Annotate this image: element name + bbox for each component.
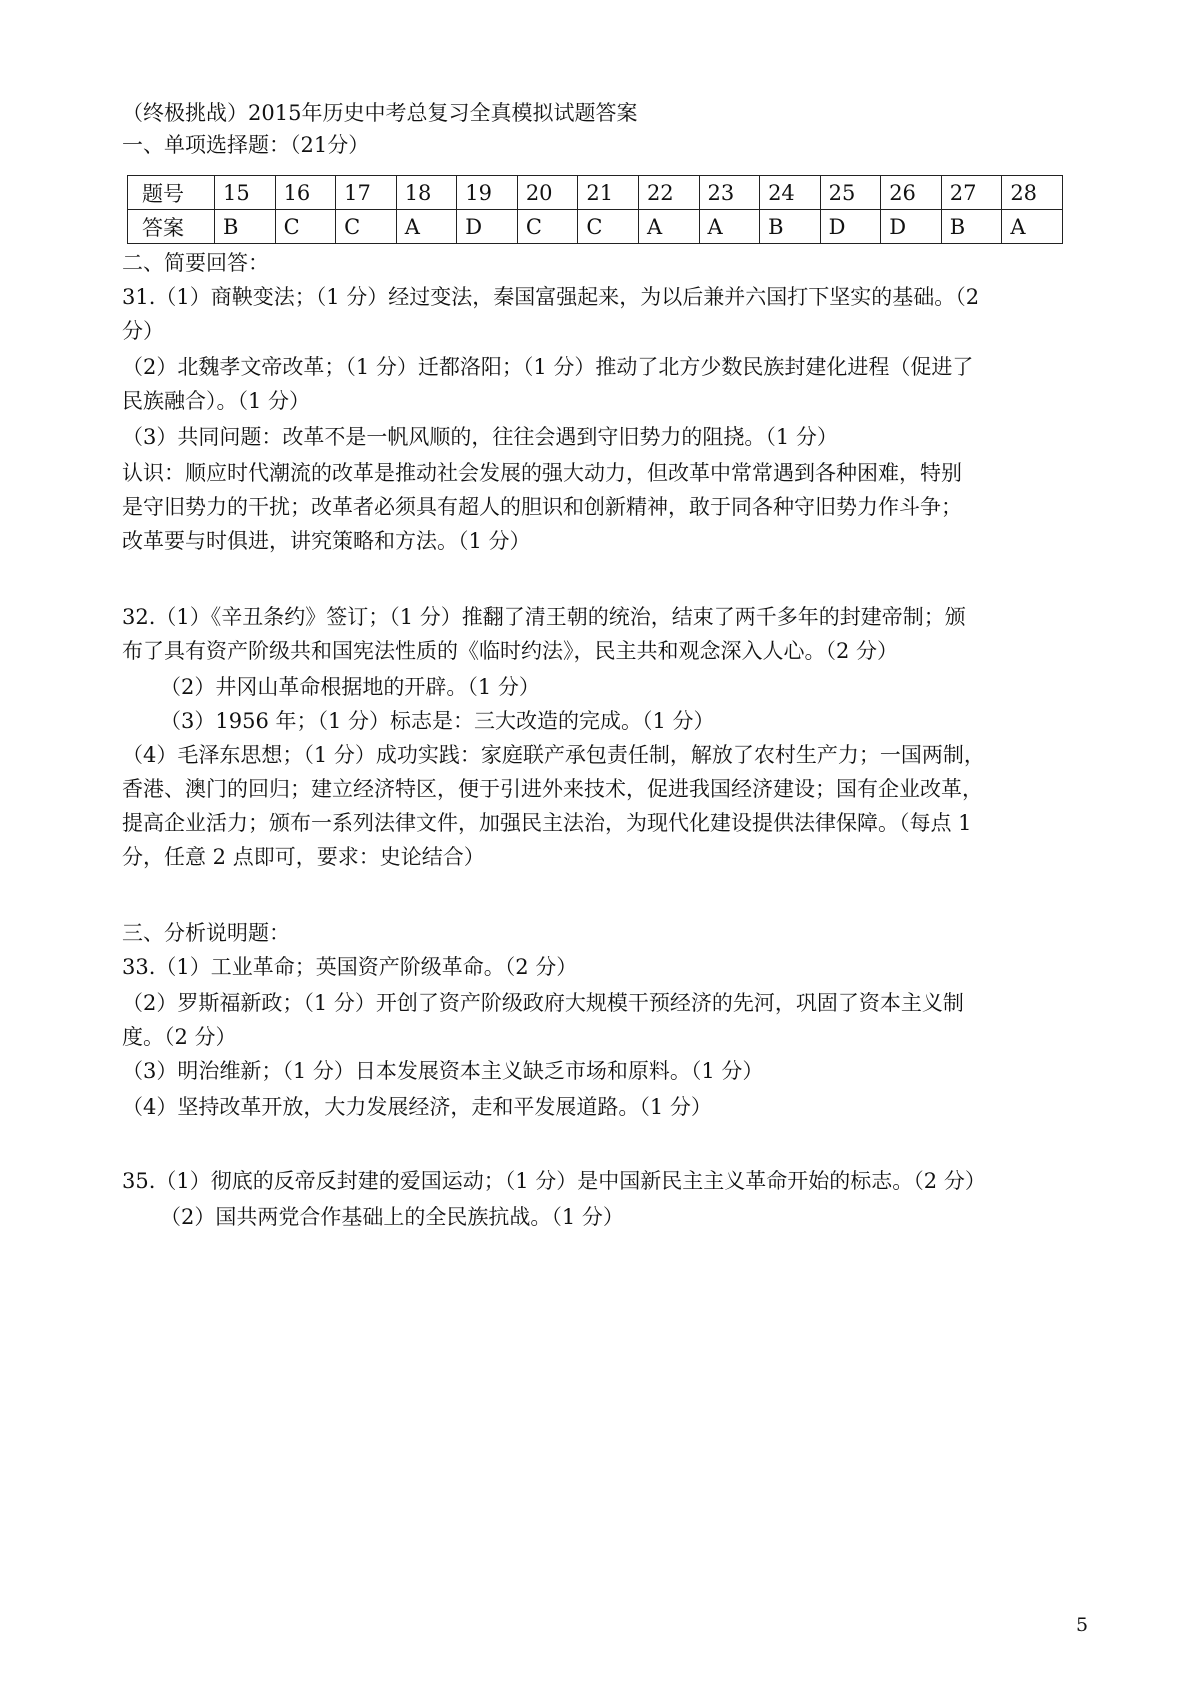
table-cell: B (760, 210, 821, 244)
text-line: （4）坚持改革开放，大力发展经济，走和平发展道路。（1 分） (122, 1095, 712, 1119)
table-cell: 27 (941, 176, 1002, 210)
page-title: （终极挑战）2015年历史中考总复习全真模拟试题答案 (122, 101, 638, 125)
text-line: （3）明治维新；（1 分）日本发展资本主义缺乏市场和原料。（1 分） (122, 1059, 764, 1083)
text-line: 布了具有资产阶级共和国宪法性质的《临时约法》，民主共和观念深入人心。（2 分） (122, 639, 899, 663)
table-cell: 28 (1002, 176, 1063, 210)
table-cell: A (1002, 210, 1063, 244)
table-row-answers (128, 210, 1063, 244)
table-cell: 16 (275, 176, 336, 210)
table-cell: 15 (215, 176, 276, 210)
text-line: （2）罗斯福新政；（1 分）开创了资产阶级政府大规模干预经济的先河，巩固了资本主义制 (122, 991, 964, 1015)
table-cell: 17 (336, 176, 397, 210)
table-cell: D (881, 210, 942, 244)
text-line: 认识：顺应时代潮流的改革是推动社会发展的强大动力，但改革中常常遇到各种困难，特别 (122, 461, 962, 485)
table-cell: B (941, 210, 1002, 244)
table-cell: C (336, 210, 397, 244)
text-line: 度。（2 分） (122, 1025, 237, 1049)
table-cell: C (517, 210, 578, 244)
table-cell: 22 (638, 176, 699, 210)
text-line: 香港、澳门的回归；建立经济特区，便于引进外来技术，促进我国经济建设；国有企业改革， (122, 777, 983, 801)
page-number: 5 (1076, 1614, 1089, 1636)
table-cell: D (820, 210, 881, 244)
section3-heading: 三、分析说明题： (122, 921, 290, 945)
table-cell: A (699, 210, 760, 244)
text-line: （2）北魏孝文帝改革；（1 分）迁都洛阳；（1 分）推动了北方少数民族封建化进程（促进了 (122, 355, 974, 379)
text-line: 31.（1）商鞅变法；（1 分）经过变法，秦国富强起来，为以后兼并六国打下坚实的基础。（2 (122, 285, 980, 309)
table-cell: 23 (699, 176, 760, 210)
text-line: （3）1956 年；（1 分）标志是：三大改造的完成。（1 分） (160, 709, 715, 733)
text-line: 改革要与时俱进，讲究策略和方法。（1 分） (122, 529, 531, 553)
table-cell: 21 (578, 176, 639, 210)
table-cell: 19 (457, 176, 518, 210)
table-cell: A (638, 210, 699, 244)
section2-heading: 二、简要回答： (122, 251, 269, 275)
text-line: （4）毛泽东思想；（1 分）成功实践：家庭联产承包责任制，解放了农村生产力；一国两制， (122, 743, 985, 767)
table-cell: C (275, 210, 336, 244)
table-cell: 25 (820, 176, 881, 210)
table-cell: 26 (881, 176, 942, 210)
text-line: 35.（1）彻底的反帝反封建的爱国运动；（1 分）是中国新民主主义革命开始的标志。（2 分） (122, 1169, 986, 1193)
table-cell: 24 (760, 176, 821, 210)
table-cell: C (578, 210, 639, 244)
table-cell: D (457, 210, 518, 244)
text-line: 民族融合）。（1 分） (122, 389, 311, 413)
text-line: 分，任意 2 点即可，要求：史论结合） (122, 845, 485, 869)
table-cell: A (396, 210, 457, 244)
text-line: （2）国共两党合作基础上的全民族抗战。（1 分） (160, 1205, 624, 1229)
text-line: 32.（1）《辛丑条约》签订；（1 分）推翻了清王朝的统治，结束了两千多年的封建帝制；颁 (122, 605, 966, 629)
text-line: 33.（1）工业革命；英国资产阶级革命。（2 分） (122, 955, 578, 979)
text-line: （3）共同问题：改革不是一帆风顺的，往往会遇到守旧势力的阻挠。（1 分） (122, 425, 838, 449)
table-cell-label: 答案 (128, 210, 215, 244)
table-row-numbers (128, 176, 1063, 210)
answer-table (127, 175, 1063, 244)
table-cell-label: 题号 (128, 176, 215, 210)
text-line: 分） (122, 319, 164, 343)
table-cell: 20 (517, 176, 578, 210)
text-line: 提高企业活力；颁布一系列法律文件，加强民主法治，为现代化建设提供法律保障。（每点 1 (122, 811, 972, 835)
text-line: （2）井冈山革命根据地的开辟。（1 分） (160, 675, 540, 699)
table-cell: B (215, 210, 276, 244)
text-line: 是守旧势力的干扰；改革者必须具有超人的胆识和创新精神，敢于同各种守旧势力作斗争； (122, 495, 962, 519)
section1-heading: 一、单项选择题：（21分） (122, 133, 370, 157)
table-cell: 18 (396, 176, 457, 210)
